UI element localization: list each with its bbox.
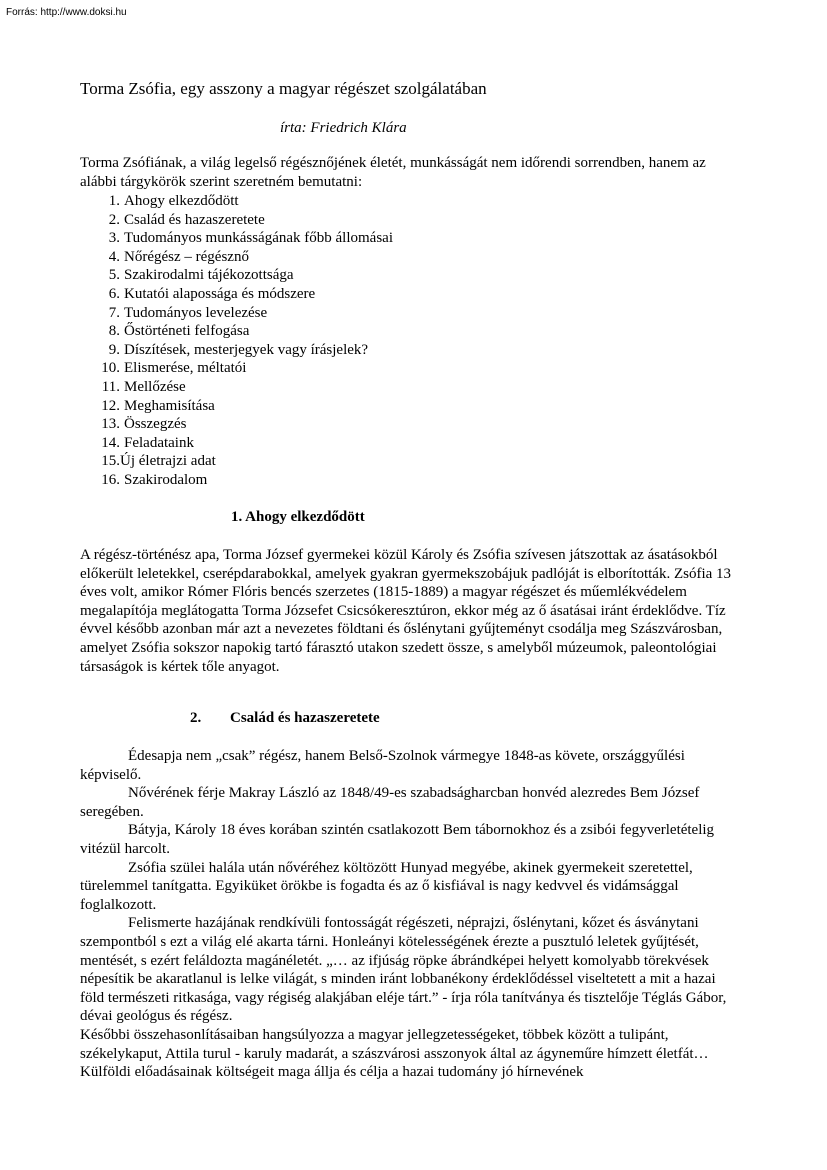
- toc-label: Nőrégész – régésznő: [124, 248, 249, 265]
- intro-paragraph: Torma Zsófiának, a világ legelső régésznőjének életét, munkásságát nem időrendi sorrendben, hanem az alábbi tárgykörök szerint szeretném bemutatni:: [80, 155, 706, 190]
- toc-label: Család és hazaszeretete: [124, 211, 265, 228]
- toc-item: [80, 229, 393, 248]
- toc-number: 4.: [108, 248, 120, 265]
- toc-label: Szakirodalmi tájékozottsága: [124, 267, 294, 284]
- toc-item: [80, 378, 393, 397]
- toc-label: Elismerése, méltatói: [124, 360, 247, 377]
- toc-number: 9.: [108, 341, 120, 358]
- toc-label: Díszítések, mesterjegyek vagy írásjelek?: [124, 341, 369, 358]
- toc-number: 15.: [101, 453, 120, 470]
- toc-item: [80, 341, 393, 360]
- toc-item: [80, 248, 393, 267]
- toc-item: [80, 397, 393, 416]
- author-line: írta: Friedrich Klára: [280, 120, 407, 136]
- toc-label: Mellőzése: [124, 378, 186, 395]
- toc-label: Új életrajzi adat: [120, 453, 216, 470]
- section2-heading-text: Család és hazaszeretete: [230, 710, 380, 726]
- toc-item: [80, 471, 393, 490]
- toc-number: 7.: [108, 304, 120, 321]
- toc-item: [80, 211, 393, 230]
- section2-paragraph: Bátyja, Károly 18 éves korában szintén csatlakozott Bem tábornokhoz és a zsibói fegyverletételig vitézül harcolt.: [80, 822, 715, 857]
- toc-number: 16.: [101, 471, 120, 488]
- toc-number: 8.: [108, 323, 120, 340]
- toc-label: Összegzés: [124, 416, 187, 433]
- toc-number: 3.: [108, 230, 120, 247]
- document-title: Torma Zsófia, egy asszony a magyar régészet szolgálatában: [80, 79, 487, 98]
- toc-number: 12.: [101, 397, 120, 414]
- toc-number: 14.: [101, 434, 120, 451]
- toc-item: [80, 285, 393, 304]
- section2-heading-number: 2.: [190, 710, 202, 726]
- toc-label: Tudományos munkásságának főbb állomásai: [124, 230, 393, 247]
- toc-label: Feladataink: [124, 434, 194, 451]
- toc-item: [80, 322, 393, 341]
- toc-item: [80, 266, 393, 285]
- toc-label: Szakirodalom: [124, 471, 208, 488]
- toc-number: 6.: [108, 285, 120, 302]
- toc-number: 11.: [101, 378, 120, 395]
- toc-number: 13.: [101, 416, 120, 433]
- section1-paragraph: A régész-történész apa, Torma József gyermekei közül Károly és Zsófia szívesen játszottak az ásatásokból előkerült leletekkel, cserépdarabokkal, amelyek gyakran gyermekszobájuk padlóját is elborították. Zsófia 13 éves volt, amikor Rómer Flóris bencés szerzetes (1815-1889) a magyar régészet és műemlékvédelem megalapítója meglátogatta Torma Józsefet Csicsókeresztúron, ekkor még az ő ásatásai iránt érdeklődve. Tíz évvel később azonban már azt a nevezetes földtani és őslénytani gyűjteményt csodálja meg Szászvárosban, amelyet Zsófia sokszor napokig tartó fárasztó utakon szedett össze, s amelyből múzeumok, paleontológiai társaságok is kértek tőle anyagot.: [80, 547, 732, 675]
- section2-paragraph: Felismerte hazájának rendkívüli fontosságát régészeti, néprajzi, őslénytani, kőzet és ásványtani szempontból s ezt a világ elé akarta tárni. Honleányi kötelességének érezte a pusztuló leletek gyűjtését, mentését, s ezért feláldozta magánéletét. „… az ifjúság röpke ábrándképei helyett komolyabb törekvések népesítik be akaratlanul is lelke világát, s minden iránt lobbanékony érdeklődéssel viseltetett a mit a hazai föld természeti ritkasága, vagy régiség alakjában eléje tárt.” - írja róla tanítványa és tisztelője Téglás Gábor, dévai geológus és régész.: [80, 915, 727, 1025]
- toc-number: 2.: [108, 211, 120, 228]
- toc-label: Kutatói alapossága és módszere: [124, 285, 316, 302]
- toc-item: [80, 434, 393, 453]
- toc-label: Meghamisítása: [124, 397, 215, 414]
- toc-number: 10.: [101, 360, 120, 377]
- toc-label: Ahogy elkezdődött: [124, 193, 239, 209]
- toc-item: [80, 359, 393, 378]
- section2-heading: [190, 710, 380, 727]
- toc-number: 5.: [108, 267, 120, 284]
- toc-label: Őstörténeti felfogása: [124, 323, 250, 340]
- source-label: Forrás: http://www.doksi.hu: [6, 7, 127, 18]
- section2-paragraph: Későbbi összehasonlításaiban hangsúlyozza a magyar jellegzetességeket, többek között a tulipánt, székelykaput, Attila turul - karuly madarát, a szászvárosi asszonyok által az ágyneműre hímzett életfát… Külföldi előadásainak költségeit maga állja és célja a hazai tudomány jó hírnevének: [80, 1026, 709, 1081]
- toc-label: Tudományos levelezése: [124, 304, 268, 321]
- section1-heading: 1. Ahogy elkezdődött: [231, 509, 365, 525]
- section2-paragraph: Zsófia szülei halála után nővéréhez költözött Hunyad megyébe, akinek gyermekeit szeretettel, türelemmel tanítgatta. Egyiküket örökbe is fogadta és az ő kisfiával is nagy kedvvel és vidámsággal foglalkozott.: [80, 859, 693, 913]
- table-of-contents: [80, 192, 393, 490]
- toc-number: 1.: [108, 193, 120, 209]
- toc-item: [80, 192, 393, 211]
- toc-item: [80, 304, 393, 323]
- section2-body: [80, 747, 740, 1082]
- section2-paragraph: Édesapja nem „csak” régész, hanem Belső-Szolnok vármegye 1848-as követe, országgyűlési képviselő.: [80, 748, 685, 783]
- toc-item: [80, 452, 393, 471]
- toc-item: [80, 415, 393, 434]
- section2-paragraph: Nővérének férje Makray László az 1848/49-es szabadságharcban honvéd alezredes Bem József seregében.: [80, 785, 700, 820]
